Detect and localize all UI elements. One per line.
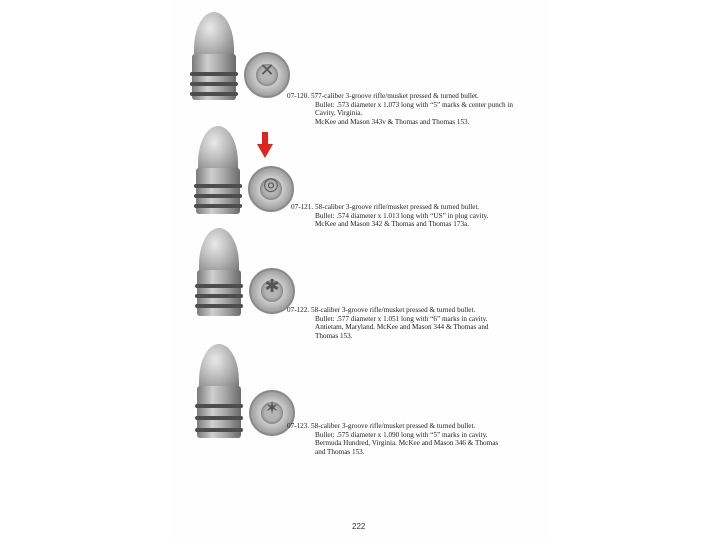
bullet-photo-07-120 xyxy=(190,12,290,102)
entry-id: 07-120. xyxy=(287,92,310,100)
entry-id: 07-121. xyxy=(291,203,314,211)
bullet-base-view: ◎ xyxy=(248,166,294,212)
page-number: 222 xyxy=(352,522,366,531)
bullet-photo-07-121 xyxy=(194,126,294,216)
caption-07-122: 07-122. 58-caliber 3-groove rifle/musket pressed & turned bullet. Bullet: .577 diameter x 1.051 long with “6” marks in cavity. Antietam, Maryland. McKee and Mason 344 & Thomas and Thomas 153. xyxy=(287,306,489,340)
bullet-base-view: ✱ xyxy=(249,268,295,314)
bullet-side-view xyxy=(195,228,243,318)
bullet-side-view xyxy=(195,344,243,440)
bullet-base-view: ✶ xyxy=(249,390,295,436)
caption-07-120: 07-120. 577-caliber 3-groove rifle/musket pressed & turned bullet. Bullet: .573 diameter x 1.073 long with “5” marks & center punch in Cavity, Virginia. McKee and Mason 343v & Thomas and Thomas 153. xyxy=(287,92,514,126)
bullet-photo-07-123 xyxy=(195,344,295,440)
entry-id: 07-123. xyxy=(287,422,310,430)
entry-id: 07-122. xyxy=(287,306,310,314)
caption-07-123: 07-123. 58-caliber 3-groove rifle/musket pressed & turned bullet. Bullet: .575 diameter x 1.090 long with “5” marks in cavity. Bermuda Hundred, Virginia. McKee and Mason 346 & Thomas and Thomas 153. xyxy=(287,422,499,456)
bullet-side-view xyxy=(190,12,238,102)
bullet-photo-07-122 xyxy=(195,228,295,318)
caption-07-121: 07-121. 58-caliber 3-groove rifle/musket pressed & turned bullet. Bullet: .574 diameter x 1.013 long with “US” in plug cavity. McKee and Mason 342 & Thomas and Thomas 173a. xyxy=(291,203,489,229)
bullet-base-view: ✕ xyxy=(244,52,290,98)
bullet-side-view xyxy=(194,126,242,216)
